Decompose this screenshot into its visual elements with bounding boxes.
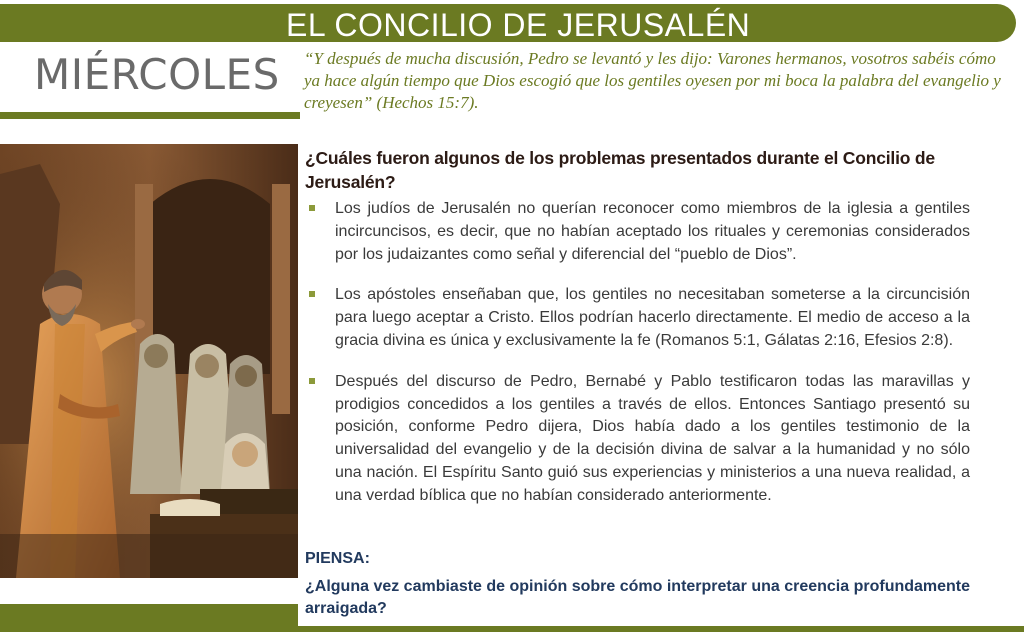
bullet-text: Después del discurso de Pedro, Bernabé y Pablo testificaron todas las maravillas y prodigios concedidos a los gentiles a través de ellos. Entonces Santiago presentó su posición, conforme Pedro dijera, Dios había dado a los gentiles testimonio de la universalidad del evangelio y de la decisión divina de salvar a la humanidad y no sólo una nación. El Espíritu Santo guió sus experiencias y ministerios a una nueva realidad, a una verdad bíblica que no habían considerado anteriormente. [335, 372, 970, 504]
scripture-quote: “Y después de mucha discusión, Pedro se levantó y les dijo: Varones hermanos, vosotros sabéis cómo ya hace algún tiempo que Dios escogió que los gentiles oyesen por mi boca la palabra del evangelio y creyesen” (Hechos 15:7). [304, 49, 1001, 112]
main-question: ¿Cuáles fueron algunos de los problemas presentados durante el Concilio de Jerusalén? [305, 148, 935, 192]
bullet-text: Los judíos de Jerusalén no querían reconocer como miembros de la iglesia a gentiles incircuncisos, es decir, que no habían aceptado los rituales y ceremonias considerados por los judaizantes como señal y diferencial del “pueblo de Dios”. [335, 200, 970, 263]
bottom-rule [298, 626, 1024, 632]
reflection-question: ¿Alguna vez cambiaste de opinión sobre cómo interpretar una creencia profundamente arraigada? [305, 578, 971, 617]
bullet-square-icon [309, 291, 315, 297]
bullet-square-icon [309, 378, 315, 384]
bullet-list [305, 198, 970, 526]
list-item [305, 284, 970, 352]
page-title: EL CONCILIO DE JERUSALÉN [286, 7, 751, 43]
list-item [305, 198, 970, 266]
bullet-square-icon [309, 205, 315, 211]
bottom-bar [0, 604, 298, 632]
piensa-label: PIENSA: [305, 550, 370, 567]
list-item [305, 371, 970, 508]
painting-image [0, 144, 298, 578]
bullet-text: Los apóstoles enseñaban que, los gentiles no necesitaban someterse a la circuncisión para luego aceptar a Cristo. Ellos podrían hacerlo directamente. El medio de acceso a la gracia divina es única y exclusivamente la fe (Romanos 5:1, Gálatas 2:16, Efesios 2:8). [335, 286, 970, 349]
day-label: MIÉRCOLES [34, 50, 280, 99]
